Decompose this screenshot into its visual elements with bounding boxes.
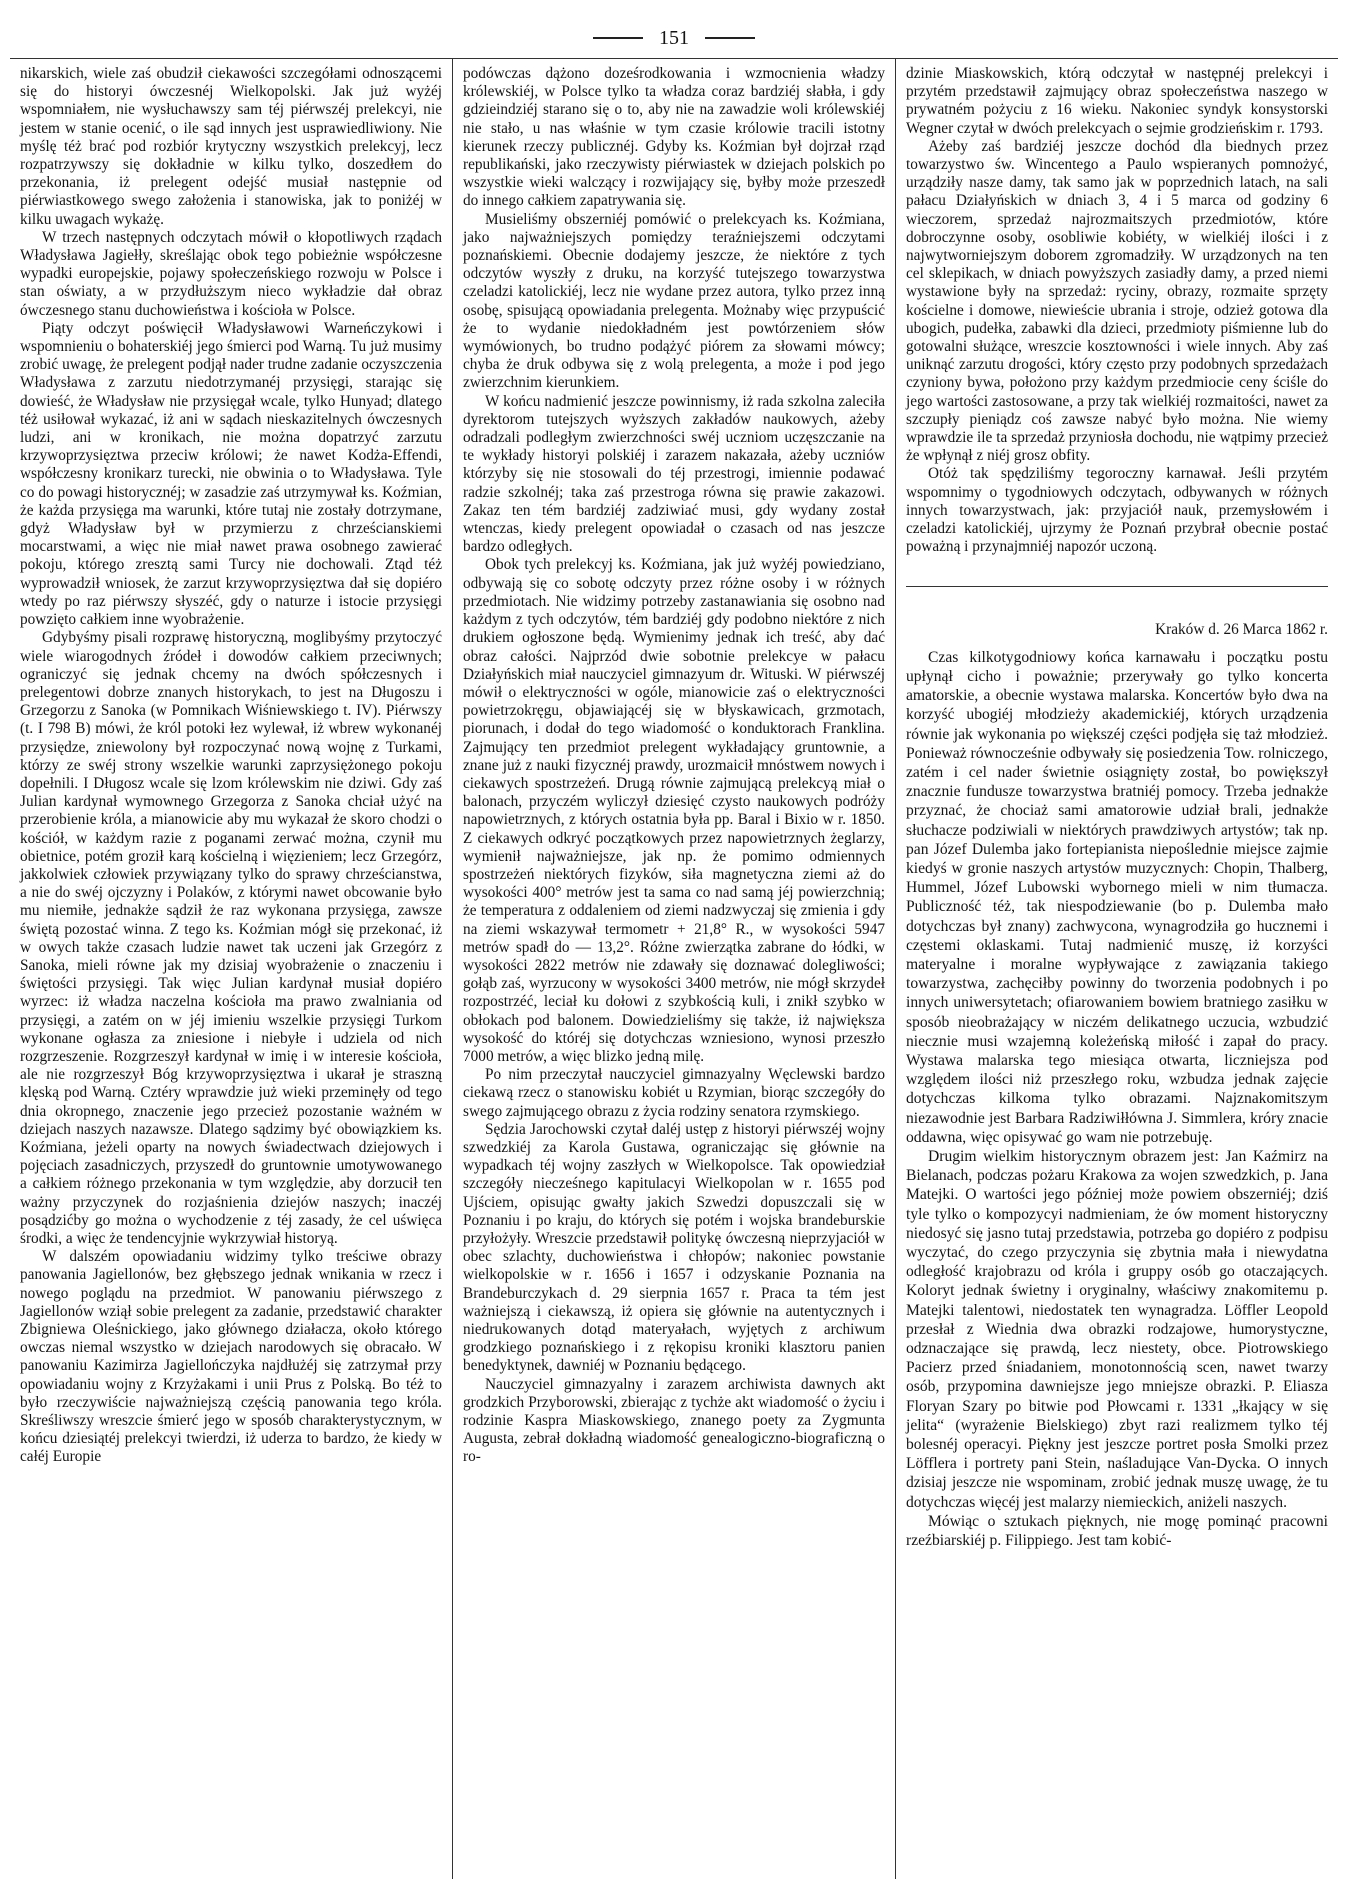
column-left	[10, 59, 452, 1879]
krakow-letter	[906, 648, 1328, 1551]
paragraph: dzinie Miaskowskich, którą odczytał w następnéj prelekcyi i przytém przedstawił zajmujący obraz społeczeństwa naszego w prywatném pożyciu z 16 wieku. Nakoniec syndyk konsystorski Wegner czytał w dwóch prelekcyach o sejmie grodzieńskim r. 1793.	[906, 65, 1328, 137]
page-number: 151	[659, 26, 689, 49]
paragraph: Otóż tak spędziliśmy tegoroczny karnawał. Jeśli przytém wspomnimy o tygodniowych odczytach, odbywanych w różnych innych towarzystwach, jak: przyjaciół nauk, przemysłowém i czeladzi katolickiéj, ujrzymy że Poznań przybrał obecnie postać poważną i przynajmniéj napozór uczoną.	[906, 465, 1328, 587]
page-header	[10, 18, 1338, 58]
header-dash-left	[593, 37, 643, 39]
paragraph: Nauczyciel gimnazyalny i zarazem archiwista dawnych akt grodzkich Przyborowski, zbierając z tychże akt wiadomość o życiu i rodzinie Kaspra Miaskowskiego, znanego poety za Zygmunta Augusta, zebrał dokładną wiadomość genealogiczno-biograficzną o ro-	[463, 1375, 885, 1466]
paragraph: Piąty odczyt poświęcił Władysławowi Warneńczykowi i wspomnieniu o bohaterskiéj jego śmierci pod Warną. Tu już musimy zrobić uwagę, że prelegent podjął nader trudne zadanie oczyszczenia Władysława z zarzutu niedotrzymanéj przysięgi, starając się dowieść, że Władysław nie przysięgał wcale, tylko Hunyad; dlatego téż usiłował wykazać, iż ani w sądach nieskazitelnych ówczesnych ludzi, ani w kronikach, nie można dopatrzyć zarzutu krzywoprzysięztwa przeciw królowi; że nawet Kodża-Effendi, współczesny kronikarz turecki, nie obwinia o to Władysława. Tyle co do powagi historycznéj; w zasadzie zaś utrzymywał ks. Koźmian, że każda przysięga ma warunki, które tutaj nie zostały dotrzymane, gdyż Władysław był w przymierzu z chrześcianskiemi mocarstwami, a więc nie miał nawet prawa osobnego zawierać pokoju, którego zresztą sami Turcy nie dochowali. Ztąd téż wyprowadził wniosek, że zarzut krzywoprzysięztwa dał się dopiéro wtedy po raz piérwszy słyszéć, gdy o naturze i istocie przysięgi powzięto całkiem inne wyobrażenie.	[20, 319, 442, 629]
paragraph: W trzech następnych odczytach mówił o kłopotliwych rządach Władysława Jagiełły, skreślając obok tego pobieżnie współczesne wypadki europejskie, pojawy społeczeńskiego rozwoju w Polsce i stan oświaty, a w przydłuższym nieco wykładzie dał obraz ówczesnego stanu duchowieństwa i kościoła w Polsce.	[20, 228, 442, 319]
dateline: Kraków d. 26 Marca 1862 r.	[1155, 621, 1328, 639]
paragraph: Czas kilkotygodniowy końca karnawału i początku postu upłynął cicho i poważnie; przerywały go tylko koncerta amatorskie, a obecnie wystawa malarska. Koncertów było dwa na korzyść ubogiéj młodzieży akademickiéj, których urządzenia równie jak wykonania po większéj części podjęła się taż młodzież. Ponieważ równocześnie odbywały się posiedzenia Tow. rolniczego, zatém i cel nader świetnie osiągnięty został, bo powiększył znacznie fundusze towarzystwa bratniéj pomocy. Trzeba jednakże przyznać, że chociaż sami amatorowie udział brali, jednakże słuchacze podziwiali w niektórych prawdziwych artystów; tak np. pan Józef Dulemba jako fortepianista niepoślednie miejsce zajmie kiedyś w gronie naszych artystów muzycznych: Chopin, Thalberg, Hummel, Józef Lubowski wybornego mieli w nim tłumacza. Publiczność téż, tak niespodziewanie (bo p. Dulemba mało dotychczas był znany) zachwycona, wynagrodziła go hucznemi i częstemi oklaskami. Tutaj nadmienić muszę, iż korzyści materyalne i moralne wypływające z zawiązania takiego towarzystwa, zachęciłby powinny do tworzenia podobnych i po innych uniwersytetach; ofiarowaniem bowiem bratniego zasiłku w sposób nieobrażający w niczém delikatnego uczucia, wzbudzić niecznie musi wzajemną koleżeńską miłość i zapał do pracy. Wystawa malarska tego miesiąca otwarta, liczniejsza pod względem ilości niż przeszłego roku, wzbudza jednak zajęcie dotychczas kilkoma tylko obrazami. Najznakomitszym niezawodnie jest Barbara Radziwiłłówna J. Simmlera, króry znacie oddawna, więc opisywać go wam nie potrzebuję.	[906, 648, 1328, 1146]
paragraph: Mówiąc o sztukach pięknych, nie mogę pominąć pracowni rzeźbiarskiéj p. Filippiego. Jest tam kobić-	[906, 1512, 1328, 1550]
column-right	[895, 59, 1338, 1879]
paragraph: Po nim przeczytał nauczyciel gimnazyalny Węclewski bardzo ciekawą rzecz o stanowisku kobiét u Rzymian, biorąc szczegóły do swego zajmującego obrazu z życia rodziny senatora rzymskiego.	[463, 1066, 885, 1120]
column-middle	[452, 59, 895, 1879]
text-columns	[10, 58, 1338, 1879]
paragraph: Musieliśmy obszerniéj pomówić o prelekcyach ks. Koźmiana, jako najważniejszych pomiędzy teraźniejszemi odczytami poznańskiemi. Obecnie dodajemy jeszcze, że niektóre z tych odczytów wyszły z druku, na korzyść tutejszego towarzystwa czeladzi katolickiéj, lecz nie wydane przez autora, tylko przez inną osobę, spisującą opowiadania prelegenta. Możnaby więc przypuścić że to wydanie niedokładném jest powtórzeniem słów wymówionych, bo trudno podążyć piórem za słowami mówcy; chyba że druk odbywa się z wolą prelegenta, a może i pod jego zwierzchnim kierunkiem.	[463, 210, 885, 392]
paragraph: nikarskich, wiele zaś obudził ciekawości szczegółami odnoszącemi się do historyi ówczesnéj Wielkopolski. Jak już wyżéj wspomniałem, nie wysłuchawszy sam téj piérwszéj prelekcyi, nie jestem w stanie ocenić, o ile sąd innych jest usprawiedliwiony. Nie myślę téż brać pod rozbiór krytyczny wszystkich prelekcyj, lecz rozpatrzywszy się dokładnie w kilku tylko, doszedłem do przekonania, iż prelegent odejść musiał następnie od piérwiastkowego swego założenia i stanowiska, jak to poniżéj w kilku uwagach wykażę.	[20, 65, 442, 228]
header-dash-right	[705, 37, 755, 39]
paragraph: podówczas dążono doześrodkowania i wzmocnienia władzy królewskiéj, w Polsce tylko ta władza coraz bardziéj słabła, i gdy gdzieindziéj starano się o to, aby nie na zawadzie woli królewskiéj nie stało, u nas właśnie w tym czasie królowie tracili istotny kierunek rzeczy publicznéj. Gdyby ks. Koźmian był dojrzał rząd republikański, jako rzeczywisty piérwiastek w dziejach polskich po wszystkie wieki walczący i rozwijający się, byłby może przeszedł do innego całkiem zapatrywania się.	[463, 65, 885, 210]
paragraph: Drugim wielkim historycznym obrazem jest: Jan Kaźmirz na Bielanach, podczas pożaru Krakowa za wojen szwedzkich, p. Jana Matejki. O wartości jego później może powiem obszerniéj; dziś tyle tylko o kompozycyi nadmieniam, że ów moment historyczny niedosyć się jasno tutaj przedstawia, potrzeba go dopiéro z podpisu wyczytać, do czego przyczynia się zbytnia mała i niewydatna odległość krajobrazu od króla i gruppy osób go otaczających. Koloryt jednak świetny i oryginalny, właściwy znakomitemu p. Matejki talentowi, niedostatek ten wynagradza. Löffler Leopold przesłał z Wiednia dwa obrazki rodzajowe, humorystyczne, odznaczające się prawdą, lecz niestety, obce. Piotrowskiego Pacierz przed śniadaniem, monotonnością scen, nawet twarzy osób, przypomina dawniejsze jego mniejsze obrazki. P. Eliasza Floryan Szary po bitwie pod Płowcami r. 1331 „łkający w się jelita“ (wyrażenie Bielskiego) zbyt razi realizmem tylko téj bolesnéj operacyi. Piękny jest jeszcze portret posła Smolki przez Löfflera i portrety pani Stein, naśladujące Van-Dycka. O innych dzisiaj jeszcze nie wspominam, zrobić jednak muszę uwagę, że tu dotychczas więcéj jest malarzy niemieckich, aniżeli naszych.	[906, 1147, 1328, 1511]
paragraph: W końcu nadmienić jeszcze powinnismy, iż rada szkolna zaleciła dyrektorom tutejszych wyższych zakładów naukowych, ażeby odradzali podległym zwierzchności swéj uczniom uczęszczanie na te wykłady historyi polskiéj i zarazem nakazała, ażeby uczniów którzyby się nie stosowali do téj przestrogi, imiennie podawać radzie szkolnéj; taka zaś przestroga równa się prawie zakazowi. Zakaz ten tém bardziéj zadziwiać musi, gdy wydany został wtenczas, kiedy prelegent opowiadał o czasach od nas jeszcze bardzo odległych.	[463, 392, 885, 556]
paragraph: Obok tych prelekcyj ks. Koźmiana, jak już wyżéj powiedziano, odbywają się co sobotę odczyty przez różne osoby i w różnych przedmiotach. Nie widzimy potrzeby zastanawiania się osobno nad każdym z tych odczytów, tém bardziéj gdy podobno niektóre z nich drukiem ogłoszone będą. Wymienimy jednak ich treść, aby dać obraz całości. Najprzód dwie sobotnie prelekcye w pałacu Działyńskich miał nauczyciel gimnazyum dr. Wituski. W piérwszéj mówił o elektryczności w ogóle, mianowicie zaś o elektryczności powietrzokręgu, objawiającéj się w błyskawicach, grzmotach, piorunach, i dodał do tego wiadomość o konduktorach Franklina. Zajmujący ten przedmiot prelegent wykładający gruntownie, a znane już z nauki fizycznéj prawdy, urozmaicił mnóstwem nowych i ciekawych spostrzeżeń. Drugą równie zajmującą prelekcyą miał o balonach, przyczém wyliczył dziesięć czysto naukowych podróży napowietrznych, z których ostatnia była pp. Baral i Bixio w r. 1850. Z ciekawych odkryć początkowych przez napowietrznych żeglarzy, wymienił najważniejsze, jak np. że pomimo odmiennych spostrzeżeń niektórych fizyków, siła magnetyczna ziemi aż do wysokości 400° metrów jest ta sama co nad samą jéj powierzchnią; że temperatura z oddaleniem od ziemi nadzwyczaj się zmienia i gdy na ziemi wskazywał termometr + 21,8° R., w wysokości 5947 metrów spadł do — 13,2°. Różne zwierzątka zabrane do łódki, w wysokości 2822 metrów nie zdawały się doznawać dolegliwości; gołąb zaś, wyrzucony w wysokości 3400 metrów, nie mógł skrzydeł rozpostrzéć, leciał ku dołowi z szybkością kuli, i znikł szybko w obłokach pod balonem. Dowiedzieliśmy się także, iż największa wysokość do któréj się dotychczas wzniesiono, wynosi przeszło 7000 metrów, a więc blizko jedną milę.	[463, 556, 885, 1065]
paragraph: Sędzia Jarochowski czytał daléj ustęp z historyi piérwszéj wojny szwedzkiéj za Karola Gustawa, ograniczając się głównie na wypadkach téj wojny zaszłych w Wielkopolsce. Tak opowiedział szczegóły niecześnego kapitulacyi Wielkopolan w r. 1655 pod Ujściem, opisując gwałty jakich Szwedzi dopuszczali się w Poznaniu i po kraju, do których się potém i wojska brandeburskie przyłożyły. Wreszcie przedstawił politykę ówczesną nieprzyjaciół w obec szlachty, duchowieństwa i chłopów; nakoniec powstanie wielkopolskie w r. 1656 i 1657 i odzyskanie Poznania na Brandeburczykach d. 29 sierpnia 1657 r. Praca ta tém jest ważniejszą i ciekawszą, iż opiera się głównie na autentycznych i niedrukowanych dotąd materyałach, wyjętych z archiwum grodzkiego poznańskiego i z rękopisu kroniki klasztoru panien benedyktynek, dawniéj w Poznaniu będącego.	[463, 1120, 885, 1375]
paragraph: Ażeby zaś bardziéj jeszcze dochód dla biednych przez towarzystwo św. Wincentego a Paulo wspieranych pomnożyć, urządziły nasze damy, tak samo jak w poprzednich latach, na sali pałacu Działyńskich w dniach 3, 4 i 5 marca od godziny 6 wieczorem, sprzedaż najrozmaitszych przedmiotów, które dobroczynne osoby, osobliwie kobiéty, w wielkiéj ilości i z najwytworniejszym doborem zgromadziły. W urządzonych na ten cel sklepikach, w dniach powyższych zasiadły damy, a przed niemi wystawione były na sprzedaż: ryciny, obrazy, rozmaite sprzęty kościelne i domowe, niewieście ubrania i stroje, odzież gotowa dla ubogich, pudełka, zabawki dla dzieci, przedmioty piśmienne lub do gotowalni służące, wreszcie kosztowności i wiele innych. Aby zaś uniknąć zarzutu drogości, który często przy podobnych sprzedażach czyniony bywa, położono przy każdym przedmiocie ceny ściśle do jego wartości zastosowane, a przy tak wielkiéj rozmaitości, nawet za szczupły pieniądz coś zawsze nabyć było można. Nie wiemy wprawdzie ile ta sprzedaż przyniosła dochodu, nie wątpimy przecież że wpłynął z niéj grosz obfity.	[906, 137, 1328, 465]
paragraph: Gdybyśmy pisali rozprawę historyczną, moglibyśmy przytoczyć wiele wiarogodnych źródeł i dowodów całkiem przeciwnych; ograniczyć się jednak chcemy na dwóch spółczesnych i prelegentowi dobrze znanych historykach, to jest na Długoszu i Grzegorzu z Sanoka (w Pomnikach Wiśniewskiego t. IV). Piérwszy (t. I 798 B) mówi, że król potoki łez wylewał, iż wbrew wykonanéj przysiędze, zniewolony był rozpoczynać nową wojnę z Turkami, którzy ze swéj strony wszelkie warunki zaprzysiężonego pokoju dopełnili. I Długosz wcale się lzom królewskim nie dziwi. Gdy zaś Julian kardynał wymownego Grzegorza z Sanoka chciał użyć na przerobienie króla, a mianowicie aby mu wykazał że skoro chodzi o kościół, w każdym razie z poganami zerwać można, czynił mu obietnice, potém groził karą kościelną i więzieniem; lecz Grzegórz, jakkolwiek człowiek przywiązany tylko do sprawy chrześcianstwa, a nie do swéj ojczyzny i Polaków, z którymi nawet obcowanie było mu niemiłe, jednakże sądził że raz wykonana przysięga, zawsze świętą pozostać winna. Z tego ks. Koźmian mógł się przekonać, iż w owych także czasach ludzie nawet tak uczeni jak Grzegórz z Sanoka, mieli równe jak my dzisiaj wyobrażenie o znaczeniu i świętości przysięgi. Tak więc Julian kardynał musiał dopiéro wyrzec: iż władza naczelna kościoła ma prawo zwalniania od przysięgi, a zatém on w jéj imieniu wszelkie przysięgi Turkom wykonane ogłasza za zniesione i niebyłe i udziela od nich rozgrzeszenie. Rozgrzeszył kardynał w imię i w interesie kościoła, ale nie rozgrzeszył Bóg krzywoprzysięztwa i ukarał je straszną klęską pod Warną. Cztéry wprawdzie już wieki przeminęły od tego dnia okropnego, znaczenie jego przecież pozostanie ważném w dziejach naszych nazawsze. Dlatego sądzimy być obowiązkiem ks. Koźmiana, jeżeli oparty na nowych świadectwach dziejowych i pojęciach zasadniczych, przyszedł do gruntownie umotywowanego a całkiem różnego przekonania w tym względzie, aby dorzucił ten ważny przyczynek do rozjaśnienia dziejów naszych; inaczéj posądzićby go można o wychodzenie z téj zasady, że cel uświęca środki, a więc że tendencyjnie wykrzywiał historyą.	[20, 629, 442, 1247]
paragraph: W dalszém opowiadaniu widzimy tylko treściwe obrazy panowania Jagiellonów, bez głębszego jednak wnikania w rzecz i nowego poglądu na przedmiot. W panowaniu piérwszego z Jagiellonów wziął sobie prelegent za zadanie, przedstawić charakter Zbigniewa Oleśnickiego, jako głównego działacza, około którego owczas niemal wszystko w dziejach narodowych się obracało. W panowaniu Kazimirza Jagiellończyka najdłużéj się zatrzymał przy opowiadaniu wojny z Krzyżakami i unii Prus z Polską. Bo téż to było rzeczywiście najważniejszą częścią panowania tego króla. Skreśliwszy wreszcie śmierć jego w sposób charakterystycznym, w końcu dziesiątéj prelekcyi twierdzi, iż uderza to bardzo, że kiedy w całéj Europie	[20, 1248, 442, 1466]
